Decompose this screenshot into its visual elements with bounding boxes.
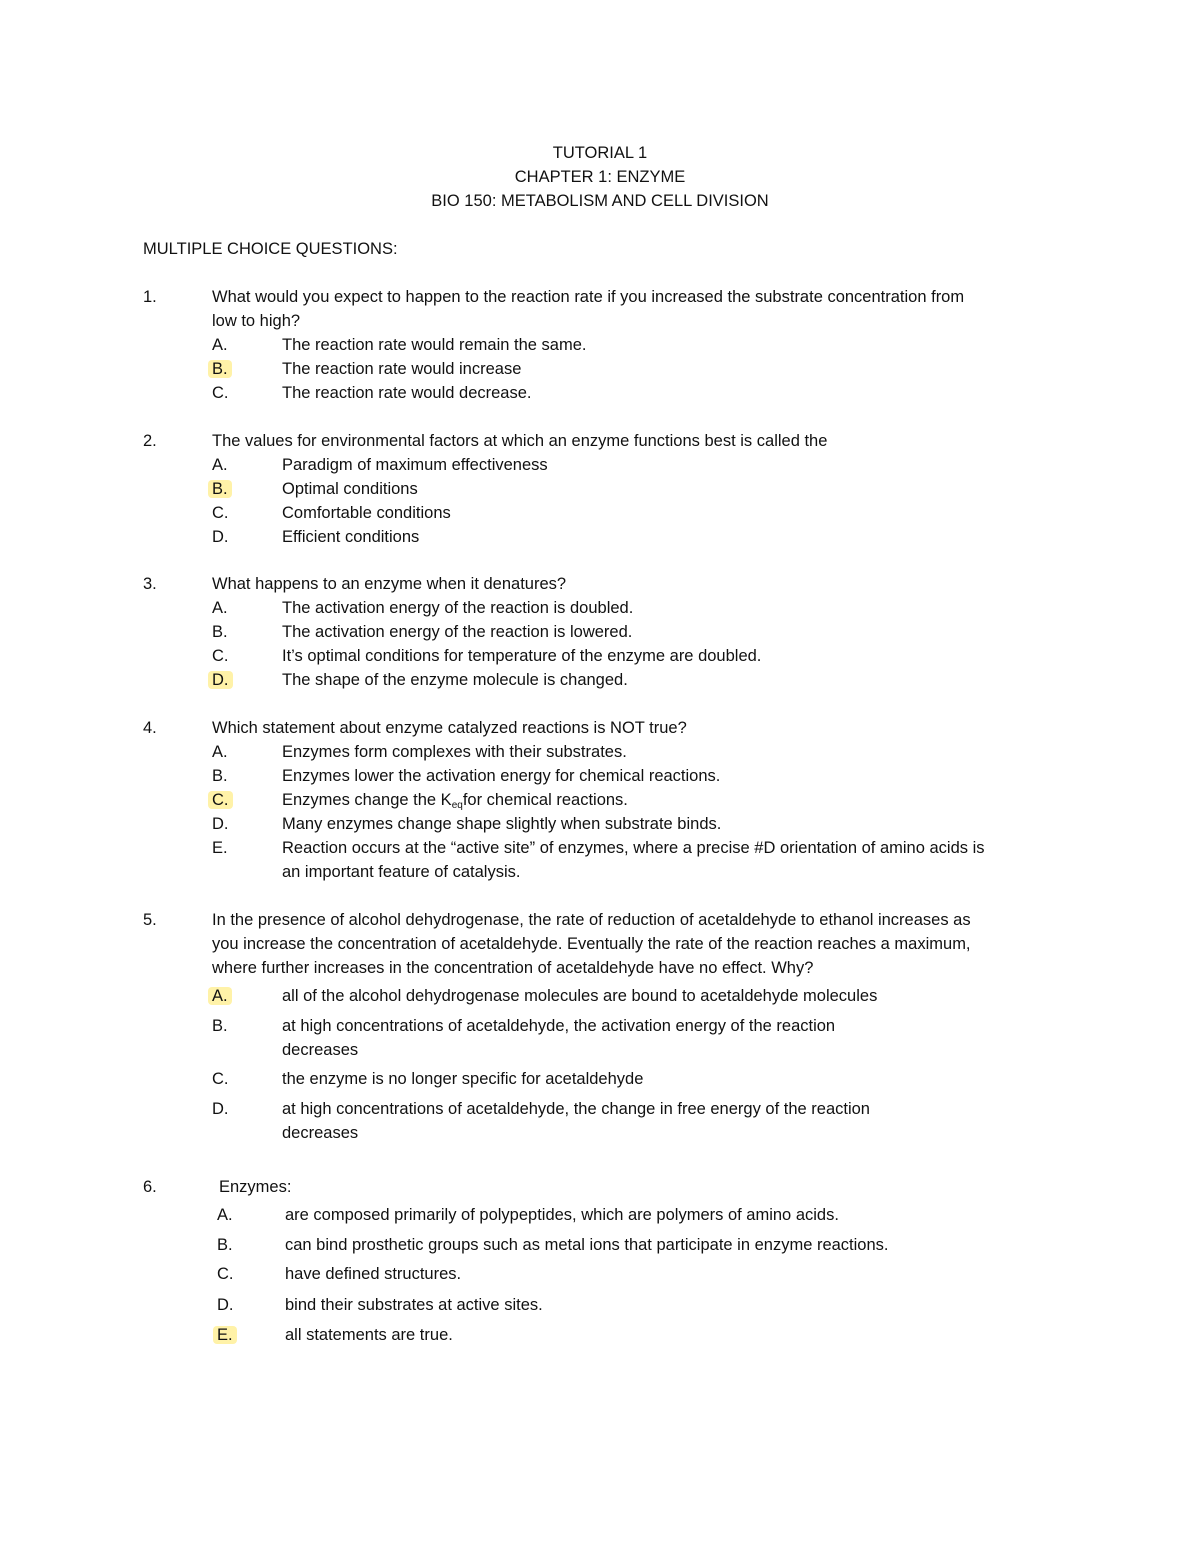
q5-option-b-text-line-1: at high concentrations of acetaldehyde, the activation energy of the reaction: [282, 1017, 836, 1035]
question-6-text: Enzymes:: [219, 1178, 292, 1196]
q3-option-c-letter: C.: [212, 647, 229, 665]
q4-option-a-text: Enzymes form complexes with their substrates.: [282, 743, 627, 761]
q2-option-a-text: Paradigm of maximum effectiveness: [282, 456, 548, 474]
q2-option-d-letter: D.: [212, 528, 229, 546]
q6-option-c-letter: C.: [217, 1265, 234, 1283]
question-2-number: 2.: [143, 432, 157, 450]
question-4-text: Which statement about enzyme catalyzed reactions is NOT true?: [212, 719, 687, 737]
question-4-number: 4.: [143, 719, 157, 737]
q6-option-e-letter-highlighted: [217, 1323, 237, 1347]
answer-highlight: C.: [208, 791, 233, 809]
q6-option-d-letter: D.: [217, 1296, 234, 1314]
q5-option-a-letter-highlighted: [212, 984, 232, 1008]
header-title: TUTORIAL 1: [552, 144, 648, 162]
question-5-text-line-2: you increase the concentration of acetaldehyde. Eventually the rate of the reaction reaches a maximum,: [212, 935, 971, 953]
q4-option-a-letter: A.: [212, 743, 228, 761]
q1-option-b-text: The reaction rate would increase: [282, 360, 522, 378]
question-6-number: 6.: [143, 1178, 157, 1196]
question-5-text-line-1: In the presence of alcohol dehydrogenase, the rate of reduction of acetaldehyde to ethanol increases as: [212, 911, 971, 929]
q6-option-c-text: have defined structures.: [285, 1265, 462, 1283]
q2-option-c-letter: C.: [212, 504, 229, 522]
q1-option-a-text: The reaction rate would remain the same.: [282, 336, 587, 354]
q4-option-b-letter: B.: [212, 767, 228, 785]
q4-option-b-text: Enzymes lower the activation energy for chemical reactions.: [282, 767, 721, 785]
q1-option-b-letter-highlighted: [212, 357, 232, 381]
q1-option-c-letter: C.: [212, 384, 229, 402]
q5-option-d-text-line-2: decreases: [282, 1124, 359, 1142]
q6-option-e-text: all statements are true.: [285, 1326, 453, 1344]
q2-option-b-letter-highlighted: [212, 477, 232, 501]
q2-option-a-letter: A.: [212, 456, 228, 474]
q3-option-a-text: The activation energy of the reaction is doubled.: [282, 599, 634, 617]
q5-option-b-text-line-2: decreases: [282, 1041, 359, 1059]
header-chapter: CHAPTER 1: ENZYME: [514, 168, 686, 186]
q3-option-b-text: The activation energy of the reaction is lowered.: [282, 623, 633, 641]
q6-option-a-text: are composed primarily of polypeptides, which are polymers of amino acids.: [285, 1206, 839, 1224]
answer-highlight: B.: [208, 360, 232, 378]
header-course: BIO 150: METABOLISM AND CELL DIVISION: [431, 192, 769, 210]
question-3-text: What happens to an enzyme when it denatures?: [212, 575, 567, 593]
q1-option-c-text: The reaction rate would decrease.: [282, 384, 532, 402]
question-5-number: 5.: [143, 911, 157, 929]
q4-option-c-suffix: for chemical reactions.: [462, 791, 628, 809]
question-3-number: 3.: [143, 575, 157, 593]
answer-highlight: B.: [208, 480, 232, 498]
q4-option-c-letter-highlighted: [212, 788, 233, 812]
q2-option-b-text: Optimal conditions: [282, 480, 418, 498]
q4-option-c-subscript: eq: [451, 800, 463, 811]
q4-option-e-text-line-1: Reaction occurs at the “active site” of enzymes, where a precise #D orientation of amino acids is: [282, 839, 985, 857]
answer-highlight: D.: [208, 671, 233, 689]
q4-option-d-letter: D.: [212, 815, 229, 833]
q4-option-c-prefix: Enzymes change the K: [282, 791, 452, 809]
q2-option-c-text: Comfortable conditions: [282, 504, 451, 522]
section-title: MULTIPLE CHOICE QUESTIONS:: [143, 240, 398, 258]
q5-option-d-letter: D.: [212, 1100, 229, 1118]
q5-option-c-text: the enzyme is no longer specific for acetaldehyde: [282, 1070, 644, 1088]
q6-option-b-letter: B.: [217, 1236, 233, 1254]
q4-option-e-letter: E.: [212, 839, 228, 857]
q5-option-d-text-line-1: at high concentrations of acetaldehyde, the change in free energy of the reaction: [282, 1100, 870, 1118]
q6-option-b-text: can bind prosthetic groups such as metal ions that participate in enzyme reactions.: [285, 1236, 889, 1254]
question-2-text: The values for environmental factors at which an enzyme functions best is called the: [212, 432, 828, 450]
question-1-text-line-1: What would you expect to happen to the reaction rate if you increased the substrate concentration from: [212, 288, 965, 306]
question-1-number: 1.: [143, 288, 157, 306]
q3-option-d-letter-highlighted: [212, 668, 233, 692]
q5-option-c-letter: C.: [212, 1070, 229, 1088]
q3-option-a-letter: A.: [212, 599, 228, 617]
q5-option-b-letter: B.: [212, 1017, 228, 1035]
q2-option-d-text: Efficient conditions: [282, 528, 420, 546]
q6-option-d-text: bind their substrates at active sites.: [285, 1296, 543, 1314]
q3-option-d-text: The shape of the enzyme molecule is changed.: [282, 671, 628, 689]
question-1-text-line-2: low to high?: [212, 312, 301, 330]
q4-option-e-text-line-2: an important feature of catalysis.: [282, 863, 521, 881]
question-5-text-line-3: where further increases in the concentration of acetaldehyde have no effect. Why?: [212, 959, 814, 977]
answer-highlight: E.: [213, 1326, 237, 1344]
q4-option-d-text: Many enzymes change shape slightly when substrate binds.: [282, 815, 722, 833]
q1-option-a-letter: A.: [212, 336, 228, 354]
q6-option-a-letter: A.: [217, 1206, 233, 1224]
q3-option-b-letter: B.: [212, 623, 228, 641]
answer-highlight: A.: [208, 987, 232, 1005]
q5-option-a-text: all of the alcohol dehydrogenase molecules are bound to acetaldehyde molecules: [282, 987, 878, 1005]
q3-option-c-text: It’s optimal conditions for temperature of the enzyme are doubled.: [282, 647, 762, 665]
